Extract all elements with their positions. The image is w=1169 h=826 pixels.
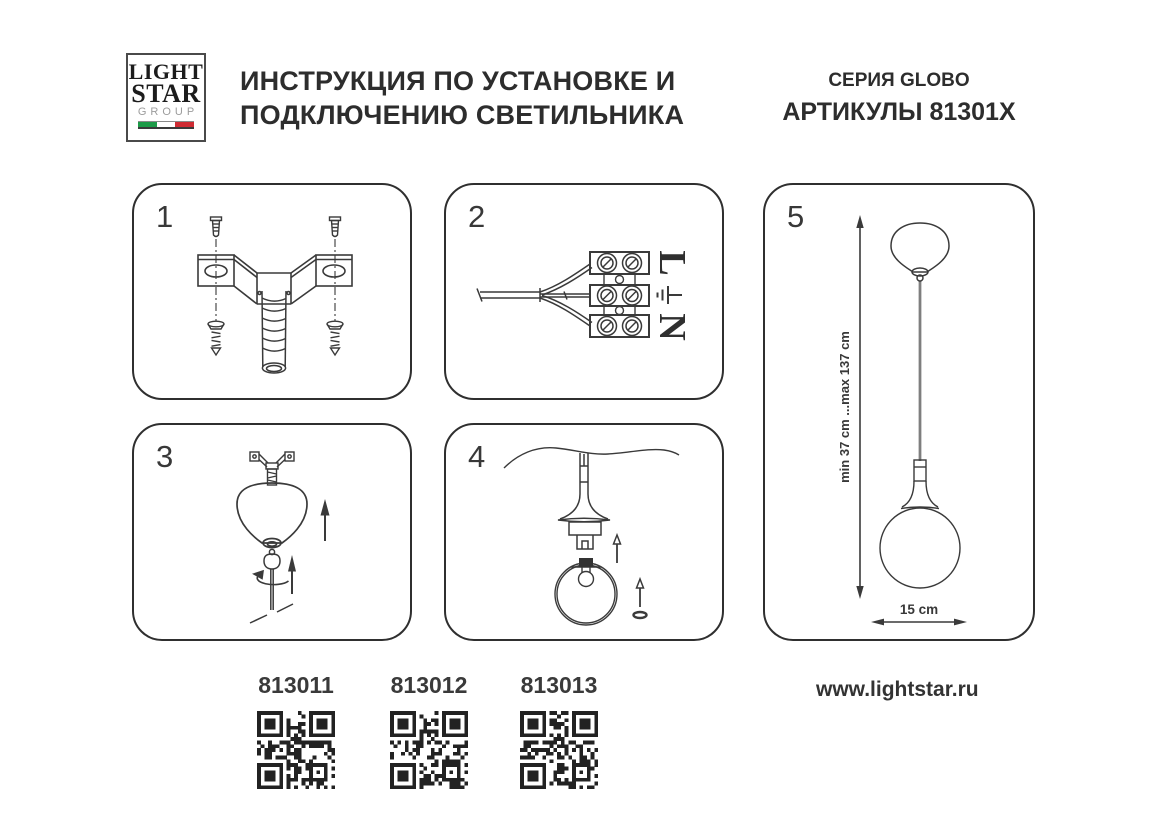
series-block bbox=[779, 70, 1019, 127]
logo-group-text: GROUP bbox=[137, 106, 199, 118]
qr-code bbox=[390, 711, 468, 789]
earth-ground-icon bbox=[658, 286, 683, 304]
up-arrow-icon bbox=[288, 555, 296, 594]
mounting-bracket-diagram bbox=[134, 185, 414, 402]
logo-light-text: LIGHT bbox=[128, 59, 204, 84]
canopy-install-diagram bbox=[134, 425, 414, 643]
step-2-panel bbox=[444, 183, 724, 400]
flag-white bbox=[157, 122, 176, 127]
flag-red bbox=[175, 122, 194, 127]
article-number: 813013 bbox=[520, 672, 598, 698]
terminal-label-live: L bbox=[651, 250, 693, 276]
qr-code bbox=[520, 711, 598, 789]
article-block bbox=[251, 672, 341, 794]
website-url: www.lightstar.ru bbox=[816, 678, 979, 701]
italian-flag-bar bbox=[138, 121, 194, 129]
flag-green bbox=[138, 122, 157, 127]
article-number: 813012 bbox=[390, 672, 468, 698]
step-5-panel bbox=[763, 183, 1035, 641]
logo-star-text: STAR bbox=[131, 79, 201, 108]
assembled-lamp-diagram bbox=[765, 185, 1037, 643]
lightstar-logo bbox=[126, 53, 206, 142]
globe-install-diagram bbox=[446, 425, 726, 643]
width-dimension bbox=[871, 602, 967, 625]
articles-heading: АРТИКУЛЫ 81301X bbox=[782, 98, 1016, 126]
up-arrow-icon bbox=[321, 499, 330, 541]
series-name: СЕРИЯ GLOBO bbox=[828, 70, 970, 91]
title-line-1: ИНСТРУКЦИЯ ПО УСТАНОВКЕ И bbox=[240, 66, 676, 96]
panel-number: 5 bbox=[787, 199, 805, 234]
step-3-panel bbox=[132, 423, 412, 641]
ring-icon bbox=[634, 612, 647, 618]
up-arrow-icon bbox=[614, 535, 621, 563]
step-4-panel bbox=[444, 423, 724, 641]
panel-number: 2 bbox=[468, 199, 486, 234]
height-dimension-label: min 37 cm ...max 137 cm bbox=[837, 331, 852, 483]
page-title bbox=[240, 64, 684, 132]
qr-code bbox=[257, 711, 335, 789]
terminal-screws bbox=[598, 254, 642, 336]
terminal-wiring-diagram bbox=[446, 185, 726, 402]
article-block bbox=[514, 672, 604, 794]
up-arrow-icon bbox=[634, 579, 647, 618]
wall-plug-icon bbox=[211, 217, 341, 237]
width-dimension-label: 15 cm bbox=[899, 602, 939, 617]
screw-icon bbox=[208, 321, 343, 355]
panel-number: 1 bbox=[156, 199, 174, 234]
height-dimension bbox=[837, 215, 864, 599]
glass-globe bbox=[555, 558, 617, 625]
article-block bbox=[384, 672, 474, 794]
panel-number: 3 bbox=[156, 439, 174, 474]
title-line-2: ПОДКЛЮЧЕНИЮ СВЕТИЛЬНИКА bbox=[240, 100, 685, 130]
article-number: 813011 bbox=[258, 672, 334, 698]
terminal-label-neutral: N bbox=[651, 313, 693, 341]
panel-number: 4 bbox=[468, 439, 486, 474]
step-1-panel bbox=[132, 183, 412, 400]
